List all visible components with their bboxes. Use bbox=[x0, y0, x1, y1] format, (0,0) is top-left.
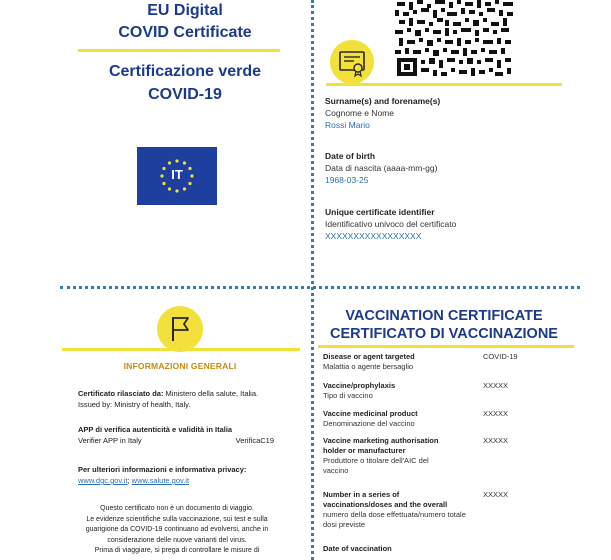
privacy-info bbox=[78, 464, 288, 486]
app-label-it: APP di verifica autenticità e validità in Italia bbox=[78, 425, 233, 434]
vaccination-row-label-it: numero della dose effettuata/numero totale dosi previste bbox=[323, 510, 466, 529]
privacy-label: Per ulteriori informazioni e informativa privacy: bbox=[78, 465, 247, 474]
issuer-line-it bbox=[78, 388, 278, 399]
country-code: IT bbox=[171, 167, 183, 182]
info-badge bbox=[157, 306, 203, 352]
issuer-info bbox=[78, 388, 278, 410]
link-salute[interactable]: www.salute.gov.it bbox=[131, 476, 190, 485]
uci-field bbox=[325, 206, 456, 242]
dob-field bbox=[325, 150, 437, 186]
vaccination-row-value: XXXXX bbox=[483, 409, 509, 418]
horizontal-dotted-divider bbox=[60, 286, 580, 289]
vaccination-row-date bbox=[323, 544, 563, 554]
app-name: VerificaC19 bbox=[235, 436, 274, 445]
vaccination-row-value: COVID-19 bbox=[483, 352, 518, 361]
vaccination-row-disease bbox=[323, 352, 563, 372]
uci-label-it: Identificativo univoco del certificato bbox=[325, 219, 457, 229]
eu-certificate-title bbox=[70, 0, 300, 44]
vaccination-row-value: XXXXX bbox=[483, 381, 509, 390]
vaccination-row-prophylaxis bbox=[323, 381, 563, 401]
name-field bbox=[325, 95, 440, 131]
vaccination-row-label-en: Vaccine marketing authorisation holder or manufacturer bbox=[323, 436, 439, 455]
it-title-line-1: Certificazione verde bbox=[108, 63, 262, 80]
dob-label-it: Data di nascita (aaaa-mm-gg) bbox=[325, 163, 438, 173]
disclaimer-line-1: Questo certificato non è un documento di viaggio. bbox=[100, 505, 254, 512]
vaccination-row-manufacturer bbox=[323, 436, 563, 476]
eu-flag bbox=[137, 147, 217, 205]
vaccination-title bbox=[318, 307, 570, 343]
disclaimer-line-3: guarigione da COVID-19 continuano ad evolversi, anche in bbox=[85, 526, 269, 533]
disclaimer-line-5: Prima di viaggiare, si prega di controllare le misure di bbox=[94, 547, 260, 554]
it-title-line-2: COVID-19 bbox=[148, 86, 222, 103]
vaccination-row-label-it: Produttore o titolare dell'AIC del vaccino bbox=[323, 456, 429, 475]
app-info-row bbox=[78, 435, 274, 446]
qr-code-icon bbox=[395, 0, 515, 78]
issuer-line-en: Issued by: Ministry of health, Italy. bbox=[78, 400, 191, 409]
disclaimer-line-4: considerazione delle nuove varianti del virus. bbox=[107, 536, 247, 544]
name-value: Rossi Mario bbox=[325, 120, 370, 130]
vaccination-row-label-en: Vaccine medicinal product bbox=[323, 409, 418, 418]
vertical-dotted-divider bbox=[311, 0, 314, 560]
name-label-en: Surname(s) and forename(s) bbox=[325, 96, 441, 106]
qr-code bbox=[395, 0, 515, 78]
issuer-label: Certificato rilasciato da: bbox=[78, 389, 164, 398]
uci-value: XXXXXXXXXXXXXXXXX bbox=[325, 231, 422, 241]
vaccination-row-value: XXXXX bbox=[483, 490, 509, 499]
vaccination-title-it: CERTIFICATO DI VACCINAZIONE bbox=[330, 326, 558, 342]
dob-value: 1968-03-25 bbox=[325, 175, 369, 185]
link-separator: ; bbox=[127, 476, 130, 485]
issuer-value-it: Ministero della salute, Italia. bbox=[165, 389, 259, 398]
app-info-label bbox=[78, 424, 278, 435]
name-label-it: Cognome e Nome bbox=[325, 108, 394, 118]
vaccination-row-label-en: Date of vaccination bbox=[323, 544, 392, 553]
vaccination-row-label-en: Vaccine/prophylaxis bbox=[323, 381, 396, 390]
vaccination-row-label-it: Malattia o agente bersaglio bbox=[323, 362, 414, 371]
disclaimer-line-2: Le evidenze scientifiche sulla vaccinazione, sui test e sulla bbox=[86, 515, 268, 523]
info-title: INFORMAZIONI GENERALI bbox=[123, 361, 237, 371]
app-label-en: Verifier APP in Italy bbox=[78, 436, 142, 445]
vaccination-row-product bbox=[323, 409, 563, 429]
disclaimer bbox=[74, 504, 280, 557]
privacy-links bbox=[78, 475, 288, 486]
it-certificate-title bbox=[70, 60, 300, 106]
info-yellow-divider bbox=[62, 348, 300, 351]
vaccination-row-label-it: Tipo di vaccino bbox=[323, 391, 373, 400]
vaccination-yellow-divider bbox=[318, 345, 574, 348]
vaccination-row-label-it: Denominazione del vaccino bbox=[323, 419, 415, 428]
certificate-badge bbox=[330, 40, 374, 84]
title-yellow-divider bbox=[78, 49, 280, 52]
certificate-icon bbox=[330, 40, 374, 84]
link-dgc[interactable]: www.dgc.gov.it bbox=[78, 476, 128, 485]
eu-title-line-2: COVID Certificate bbox=[118, 24, 252, 41]
vaccination-row-label-en: Number in a series of vaccinations/doses and the overall bbox=[323, 490, 448, 509]
vaccination-row-doses bbox=[323, 490, 563, 530]
vaccination-row-label-en: Disease or agent targeted bbox=[323, 352, 415, 361]
flag-icon bbox=[157, 306, 203, 352]
uci-label-en: Unique certificate identifier bbox=[325, 207, 435, 217]
dob-label-en: Date of birth bbox=[325, 151, 376, 161]
eu-title-line-1: EU Digital bbox=[147, 2, 223, 19]
vaccination-row-value: XXXXX bbox=[483, 436, 509, 445]
vaccination-title-en: VACCINATION CERTIFICATE bbox=[345, 308, 543, 324]
